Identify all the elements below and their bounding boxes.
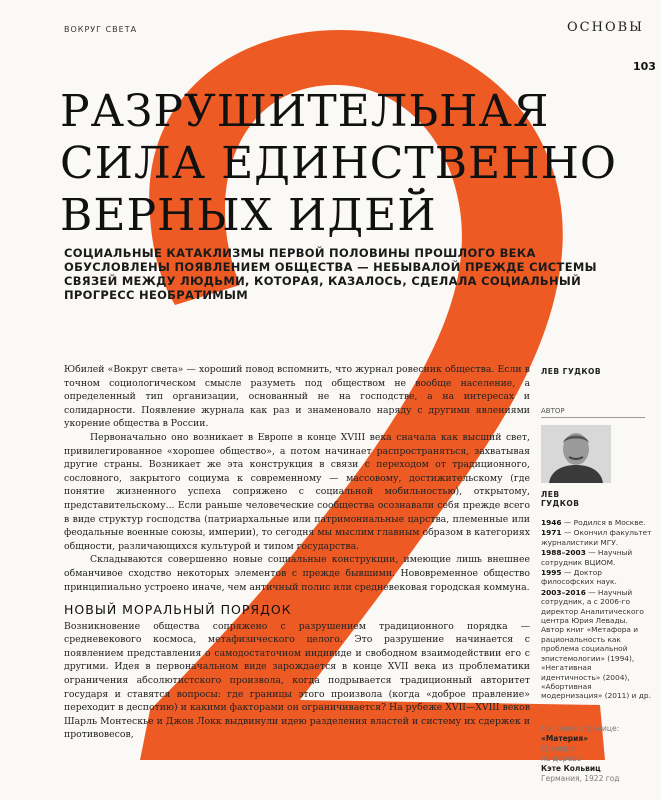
lead-line: СВЯЗЕЙ МЕЖДУ ЛЮДЬМИ, КОТОРАЯ, КАЗАЛОСЬ, СДЕЛАЛА СОЦИАЛЬНЫЙ — [64, 274, 582, 288]
image-caption: На левой странице: «Материя» Гравюра на дереве Кэте Кольвиц Германия, 1922 год — [541, 724, 620, 783]
article-title — [60, 86, 620, 242]
author-label: АВТОР — [541, 407, 565, 415]
lead-line: СОЦИАЛЬНЫЕ КАТАКЛИЗМЫ ПЕРВОЙ ПОЛОВИНЫ ПРОШЛОГО ВЕКА — [64, 246, 536, 260]
bio-entry: 1995 — Доктор философских наук. — [541, 568, 617, 587]
author-photo — [541, 425, 611, 483]
page-number: 103 — [633, 60, 656, 73]
section-title: ОСНОВЫ — [567, 20, 644, 35]
bio-entry: 2003–2016 — Научный сотрудник, а с 2006-го директор Аналитического центра Юрия Левады. Автор книг «Метафора и рациональность как проблема социальной эпистемологии» (1994), «Негативная идентичность» (2004), «Абортивная модернизация» (2011) и др. — [541, 587, 651, 701]
body-paragraph: Складываются совершенно новые социальные конструкции, имеющие лишь внешнее обманчивое сходство некоторых элементов с прежде бывшими. Нововременное общество принципиально устроено иначе, чем античный полис или средневековая городская коммуна. — [64, 554, 530, 593]
title-line: СИЛА ЕДИНСТВЕННО — [60, 138, 617, 189]
author-name: ЛЕВ ГУДКОВ — [541, 490, 580, 508]
lead-line: ПРОГРЕСС НЕОБРАТИМЫМ — [64, 288, 248, 302]
divider — [541, 417, 645, 418]
bio-entry: 1971 — Окончил факультет журналистики МГУ. — [541, 528, 652, 547]
title-line: ВЕРНЫХ ИДЕЙ — [60, 190, 437, 241]
body-paragraph: Возникновение общества сопряжено с разрушением традиционного порядка — средневекового космоса, метафизического целого. Это разрушение начинается с появлением представления о самодостаточном индивиде и свободном взаимодействии его с другими. Идея в первоначальном виде зарождается в конце XVII века из проблематики ограничения абсолютистского произвола, когда подрывается традиционный авторитет государя и ставятся вопросы: где границы этого произвола (когда «доброе правление» переходит в деспотию) и какими факторами он ограничивается? На рубеже XVII—XVIII веков Шарль Монтескье и Джон Локк выдвинули идею разделения властей и систему их сдержек и противовесов, — [64, 620, 530, 741]
bio-entry: 1988–2003 — Научный сотрудник ВЦИОМ. — [541, 548, 633, 567]
article-body — [64, 363, 530, 742]
body-paragraph: Первоначально оно возникает в Европе в конце XVIII века сначала как высший свет, привилегированное «хорошее общество», а потом начинает распространяться, захватывая другие страны. Возникает же эта конструкция в связи с переходом от традиционного, сословного, закрытого социума к современному — массовому, достижительскому (где понятие жизненного успеха сопряжено с социальной мобильностью), открытому, представительскому... Если раньше человеческие сообщества осознавали себя прежде всего в виде структур господства (патриархальные или патримониальные царства, племенные или феодальные военные союзы, империи), то сегодня мы мыслим главным образом в категориях общности, различающихся культурой и типом государства. — [64, 431, 530, 552]
article-lead — [64, 246, 597, 302]
author-byline: ЛЕВ ГУДКОВ — [541, 367, 602, 376]
body-paragraph: Юбилей «Вокруг света» — хороший повод вспомнить, что журнал ровесник общества. Если в точном социологическом смысле разуметь под обществом не вообще население, а определенный тип организации, основанный не на господстве, а на интересах и солидарности. Появление журнала как раз и знаменовало наряду с другими явлениями укорение общества в России. — [64, 364, 530, 430]
section-running-head: ВОКРУГ СВЕТА — [64, 25, 138, 34]
bio-entry: 1946 — Родился в Москве. — [541, 518, 646, 527]
author-biography — [541, 518, 653, 702]
lead-line: ОБУСЛОВЛЕНЫ ПОЯВЛЕНИЕМ ОБЩЕСТВА — НЕБЫВАЛОЙ ПРЕЖДЕ СИСТЕМЫ — [64, 260, 597, 274]
title-line: РАЗРУШИТЕЛЬНАЯ — [60, 86, 550, 137]
section-heading: НОВЫЙ МОРАЛЬНЫЙ ПОРЯДОК — [64, 602, 292, 618]
